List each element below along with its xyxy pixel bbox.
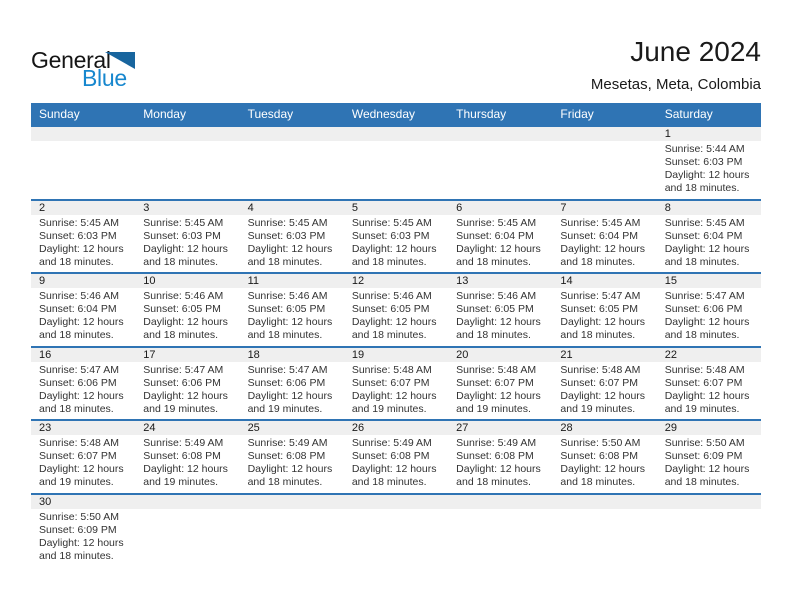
sunrise-text: Sunrise: 5:46 AM	[39, 290, 119, 302]
day-header-monday: Monday	[143, 107, 186, 121]
daylight-text: Daylight: 12 hours	[351, 389, 437, 402]
day-number-band-empty	[240, 127, 344, 141]
daylight-text: Daylight: 12 hours	[560, 389, 646, 402]
daylight-text: Daylight: 12 hours	[560, 463, 646, 475]
day-number-band-empty	[448, 495, 552, 509]
daylight-text-cont: and 18 minutes.	[560, 476, 636, 488]
sunrise-text: Sunrise: 5:46 AM	[143, 290, 224, 302]
daylight-text-cont: and 19 minutes.	[39, 476, 114, 488]
sunset-text: Sunset: 6:07 PM	[456, 376, 534, 389]
day-header-friday: Friday	[560, 107, 594, 121]
day-number-band-empty	[240, 495, 344, 509]
day-cell-8	[657, 201, 761, 273]
day-number: 16	[31, 348, 135, 362]
day-cell-empty	[448, 495, 552, 567]
day-header-sunday: Sunday	[39, 107, 80, 121]
day-number: 13	[448, 274, 552, 288]
logo-text-blue: Blue	[82, 65, 127, 91]
day-number-band-empty	[344, 495, 448, 509]
daylight-text: Daylight: 12 hours	[664, 242, 750, 255]
daylight-text-cont: and 18 minutes.	[39, 255, 114, 268]
sunrise-text: Sunrise: 5:48 AM	[39, 437, 119, 449]
day-number: 22	[657, 348, 761, 362]
daylight-text-cont: and 18 minutes.	[39, 549, 114, 562]
day-number-band-empty	[135, 127, 239, 141]
day-number: 11	[240, 274, 344, 288]
day-number: 3	[135, 201, 239, 215]
sunset-text: Sunset: 6:03 PM	[664, 156, 743, 168]
day-number: 23	[31, 421, 135, 435]
day-cell-empty	[657, 495, 761, 567]
weeks-container	[31, 125, 761, 566]
sunset-text: Sunset: 6:09 PM	[664, 450, 743, 462]
sunset-text: Sunset: 6:05 PM	[247, 303, 326, 315]
daylight-text-cont: and 18 minutes.	[456, 255, 531, 268]
sunrise-text: Sunrise: 5:45 AM	[560, 216, 641, 229]
sunset-text: Sunset: 6:07 PM	[351, 376, 430, 389]
day-number-band-empty	[31, 127, 135, 141]
daylight-text: Daylight: 12 hours	[39, 536, 124, 549]
day-number-band-empty	[657, 495, 761, 509]
day-cell-13	[448, 274, 552, 346]
day-number: 21	[552, 348, 656, 362]
daylight-text: Daylight: 12 hours	[247, 389, 333, 402]
daylight-text-cont: and 19 minutes.	[143, 402, 218, 415]
sunset-text: Sunset: 6:06 PM	[39, 376, 117, 389]
week-row-5	[31, 419, 761, 493]
daylight-text: Daylight: 12 hours	[247, 316, 333, 328]
sunset-text: Sunset: 6:06 PM	[143, 376, 221, 389]
day-number: 20	[448, 348, 552, 362]
day-cell-empty	[344, 495, 448, 567]
day-cell-empty	[552, 495, 656, 567]
week-row-1	[31, 125, 761, 199]
day-cell-10	[135, 274, 239, 346]
daylight-text-cont: and 18 minutes.	[143, 329, 218, 341]
day-number: 29	[657, 421, 761, 435]
sunrise-text: Sunrise: 5:47 AM	[560, 290, 641, 302]
sunrise-text: Sunrise: 5:45 AM	[143, 216, 224, 229]
sunrise-text: Sunrise: 5:45 AM	[664, 216, 745, 229]
sunrise-text: Sunrise: 5:46 AM	[247, 290, 328, 302]
daylight-text: Daylight: 12 hours	[143, 242, 228, 255]
daylight-text-cont: and 18 minutes.	[664, 476, 740, 488]
sunset-text: Sunset: 6:08 PM	[560, 450, 639, 462]
daylight-text-cont: and 19 minutes.	[456, 402, 531, 415]
day-number: 24	[135, 421, 239, 435]
daylight-text: Daylight: 12 hours	[247, 463, 333, 475]
daylight-text: Daylight: 12 hours	[664, 169, 750, 181]
daylight-text: Daylight: 12 hours	[143, 389, 228, 402]
day-number: 28	[552, 421, 656, 435]
day-header-tuesday: Tuesday	[247, 107, 294, 121]
day-cell-24	[135, 421, 239, 493]
sunset-text: Sunset: 6:05 PM	[456, 303, 534, 315]
sunrise-text: Sunrise: 5:45 AM	[456, 216, 537, 229]
day-cell-29	[657, 421, 761, 493]
daylight-text-cont: and 18 minutes.	[664, 329, 740, 341]
day-cell-15	[657, 274, 761, 346]
day-number: 30	[31, 495, 135, 509]
sunrise-text: Sunrise: 5:44 AM	[664, 143, 745, 155]
sunrise-text: Sunrise: 5:45 AM	[39, 216, 119, 229]
sunrise-text: Sunrise: 5:49 AM	[247, 437, 328, 449]
day-cell-3	[135, 201, 239, 273]
sunset-text: Sunset: 6:07 PM	[39, 450, 117, 462]
sunrise-text: Sunrise: 5:49 AM	[351, 437, 432, 449]
day-number-band-empty	[344, 127, 448, 141]
daylight-text: Daylight: 12 hours	[39, 389, 124, 402]
day-cell-4	[240, 201, 344, 273]
day-header-row	[31, 103, 761, 125]
daylight-text-cont: and 18 minutes.	[39, 402, 114, 415]
day-cell-22	[657, 348, 761, 420]
day-cell-5	[344, 201, 448, 273]
daylight-text-cont: and 18 minutes.	[664, 182, 740, 194]
daylight-text: Daylight: 12 hours	[39, 316, 124, 328]
sunrise-text: Sunrise: 5:48 AM	[664, 363, 745, 376]
daylight-text-cont: and 18 minutes.	[456, 329, 531, 341]
sunrise-text: Sunrise: 5:47 AM	[39, 363, 119, 376]
sunset-text: Sunset: 6:04 PM	[560, 229, 639, 242]
day-number: 5	[344, 201, 448, 215]
sunset-text: Sunset: 6:04 PM	[664, 229, 743, 242]
sunrise-text: Sunrise: 5:47 AM	[664, 290, 745, 302]
daylight-text: Daylight: 12 hours	[456, 316, 541, 328]
day-number: 4	[240, 201, 344, 215]
day-number: 14	[552, 274, 656, 288]
daylight-text-cont: and 18 minutes.	[247, 329, 323, 341]
sunset-text: Sunset: 6:08 PM	[143, 450, 221, 462]
sunrise-text: Sunrise: 5:49 AM	[456, 437, 537, 449]
daylight-text-cont: and 19 minutes.	[560, 402, 636, 415]
day-header-wednesday: Wednesday	[351, 107, 415, 121]
day-cell-23	[31, 421, 135, 493]
day-cell-17	[135, 348, 239, 420]
sunset-text: Sunset: 6:07 PM	[664, 376, 743, 389]
sunset-text: Sunset: 6:08 PM	[456, 450, 534, 462]
week-row-6	[31, 493, 761, 567]
daylight-text-cont: and 18 minutes.	[143, 255, 218, 268]
day-number: 25	[240, 421, 344, 435]
sunrise-text: Sunrise: 5:48 AM	[560, 363, 641, 376]
daylight-text-cont: and 18 minutes.	[560, 329, 636, 341]
daylight-text-cont: and 18 minutes.	[456, 476, 531, 488]
daylight-text: Daylight: 12 hours	[39, 242, 124, 255]
week-row-2	[31, 199, 761, 273]
day-number: 15	[657, 274, 761, 288]
sunrise-text: Sunrise: 5:46 AM	[456, 290, 537, 302]
daylight-text-cont: and 18 minutes.	[39, 329, 114, 341]
daylight-text: Daylight: 12 hours	[456, 242, 541, 255]
daylight-text-cont: and 19 minutes.	[351, 402, 427, 415]
daylight-text: Daylight: 12 hours	[560, 316, 646, 328]
sunset-text: Sunset: 6:09 PM	[39, 523, 117, 536]
day-cell-12	[344, 274, 448, 346]
sunset-text: Sunset: 6:08 PM	[351, 450, 430, 462]
daylight-text-cont: and 19 minutes.	[664, 402, 740, 415]
week-row-4	[31, 346, 761, 420]
daylight-text-cont: and 18 minutes.	[560, 255, 636, 268]
day-cell-26	[344, 421, 448, 493]
sunset-text: Sunset: 6:03 PM	[351, 229, 430, 242]
day-cell-27	[448, 421, 552, 493]
sunset-text: Sunset: 6:03 PM	[39, 229, 117, 242]
sunrise-text: Sunrise: 5:50 AM	[39, 510, 119, 523]
daylight-text: Daylight: 12 hours	[351, 463, 437, 475]
day-number-band-empty	[552, 127, 656, 141]
daylight-text-cont: and 18 minutes.	[351, 255, 427, 268]
day-number: 6	[448, 201, 552, 215]
day-number: 17	[135, 348, 239, 362]
day-number: 10	[135, 274, 239, 288]
day-cell-16	[31, 348, 135, 420]
sunrise-text: Sunrise: 5:50 AM	[664, 437, 745, 449]
day-cell-28	[552, 421, 656, 493]
sunrise-text: Sunrise: 5:45 AM	[351, 216, 432, 229]
day-number: 26	[344, 421, 448, 435]
day-cell-1	[657, 127, 761, 199]
day-number: 9	[31, 274, 135, 288]
sunrise-text: Sunrise: 5:47 AM	[143, 363, 224, 376]
page-subtitle: Mesetas, Meta, Colombia	[590, 76, 761, 93]
sunset-text: Sunset: 6:05 PM	[143, 303, 221, 315]
daylight-text: Daylight: 12 hours	[39, 463, 124, 475]
day-cell-14	[552, 274, 656, 346]
page-title: June 2024	[630, 36, 761, 67]
day-number: 7	[552, 201, 656, 215]
day-number-band-empty	[552, 495, 656, 509]
sunset-text: Sunset: 6:06 PM	[664, 303, 743, 315]
sunset-text: Sunset: 6:03 PM	[247, 229, 326, 242]
sunset-text: Sunset: 6:04 PM	[456, 229, 534, 242]
day-cell-21	[552, 348, 656, 420]
daylight-text-cont: and 18 minutes.	[247, 255, 323, 268]
day-cell-18	[240, 348, 344, 420]
week-row-3	[31, 272, 761, 346]
daylight-text: Daylight: 12 hours	[351, 242, 437, 255]
day-number: 2	[31, 201, 135, 215]
daylight-text-cont: and 18 minutes.	[351, 329, 427, 341]
daylight-text: Daylight: 12 hours	[456, 463, 541, 475]
daylight-text: Daylight: 12 hours	[560, 242, 646, 255]
day-cell-30	[31, 495, 135, 567]
daylight-text-cont: and 19 minutes.	[143, 476, 218, 488]
sunrise-text: Sunrise: 5:48 AM	[456, 363, 537, 376]
day-cell-19	[344, 348, 448, 420]
daylight-text: Daylight: 12 hours	[664, 463, 750, 475]
daylight-text: Daylight: 12 hours	[247, 242, 333, 255]
sunset-text: Sunset: 6:03 PM	[143, 229, 221, 242]
day-cell-20	[448, 348, 552, 420]
sunset-text: Sunset: 6:05 PM	[351, 303, 430, 315]
day-header-saturday: Saturday	[664, 107, 713, 121]
day-number: 19	[344, 348, 448, 362]
day-cell-empty	[31, 127, 135, 199]
sunrise-text: Sunrise: 5:48 AM	[351, 363, 432, 376]
sunset-text: Sunset: 6:08 PM	[247, 450, 326, 462]
daylight-text: Daylight: 12 hours	[143, 316, 228, 328]
daylight-text-cont: and 18 minutes.	[247, 476, 323, 488]
daylight-text-cont: and 18 minutes.	[664, 255, 740, 268]
daylight-text-cont: and 18 minutes.	[351, 476, 427, 488]
general-blue-logo	[31, 47, 161, 91]
day-cell-7	[552, 201, 656, 273]
day-number-band-empty	[448, 127, 552, 141]
daylight-text: Daylight: 12 hours	[143, 463, 228, 475]
day-cell-empty	[240, 495, 344, 567]
sunset-text: Sunset: 6:07 PM	[560, 376, 639, 389]
day-cell-empty	[240, 127, 344, 199]
sunset-text: Sunset: 6:05 PM	[560, 303, 639, 315]
day-cell-empty	[344, 127, 448, 199]
daylight-text: Daylight: 12 hours	[456, 389, 541, 402]
day-cell-empty	[448, 127, 552, 199]
calendar-table	[31, 103, 761, 566]
sunset-text: Sunset: 6:04 PM	[39, 303, 117, 315]
day-number: 18	[240, 348, 344, 362]
day-number: 1	[657, 127, 761, 141]
day-number-band-empty	[135, 495, 239, 509]
daylight-text: Daylight: 12 hours	[664, 316, 750, 328]
day-cell-empty	[135, 495, 239, 567]
sunrise-text: Sunrise: 5:49 AM	[143, 437, 224, 449]
day-header-thursday: Thursday	[456, 107, 507, 121]
logo-text-general: General	[31, 47, 111, 73]
day-cell-9	[31, 274, 135, 346]
day-cell-11	[240, 274, 344, 346]
sunrise-text: Sunrise: 5:45 AM	[247, 216, 328, 229]
sunset-text: Sunset: 6:06 PM	[247, 376, 326, 389]
day-cell-empty	[552, 127, 656, 199]
daylight-text-cont: and 19 minutes.	[247, 402, 323, 415]
day-cell-2	[31, 201, 135, 273]
sunrise-text: Sunrise: 5:50 AM	[560, 437, 641, 449]
daylight-text: Daylight: 12 hours	[351, 316, 437, 328]
day-number: 12	[344, 274, 448, 288]
day-number: 8	[657, 201, 761, 215]
day-cell-empty	[135, 127, 239, 199]
day-cell-6	[448, 201, 552, 273]
day-number: 27	[448, 421, 552, 435]
daylight-text: Daylight: 12 hours	[664, 389, 750, 402]
sunrise-text: Sunrise: 5:47 AM	[247, 363, 328, 376]
sunrise-text: Sunrise: 5:46 AM	[351, 290, 432, 302]
day-cell-25	[240, 421, 344, 493]
